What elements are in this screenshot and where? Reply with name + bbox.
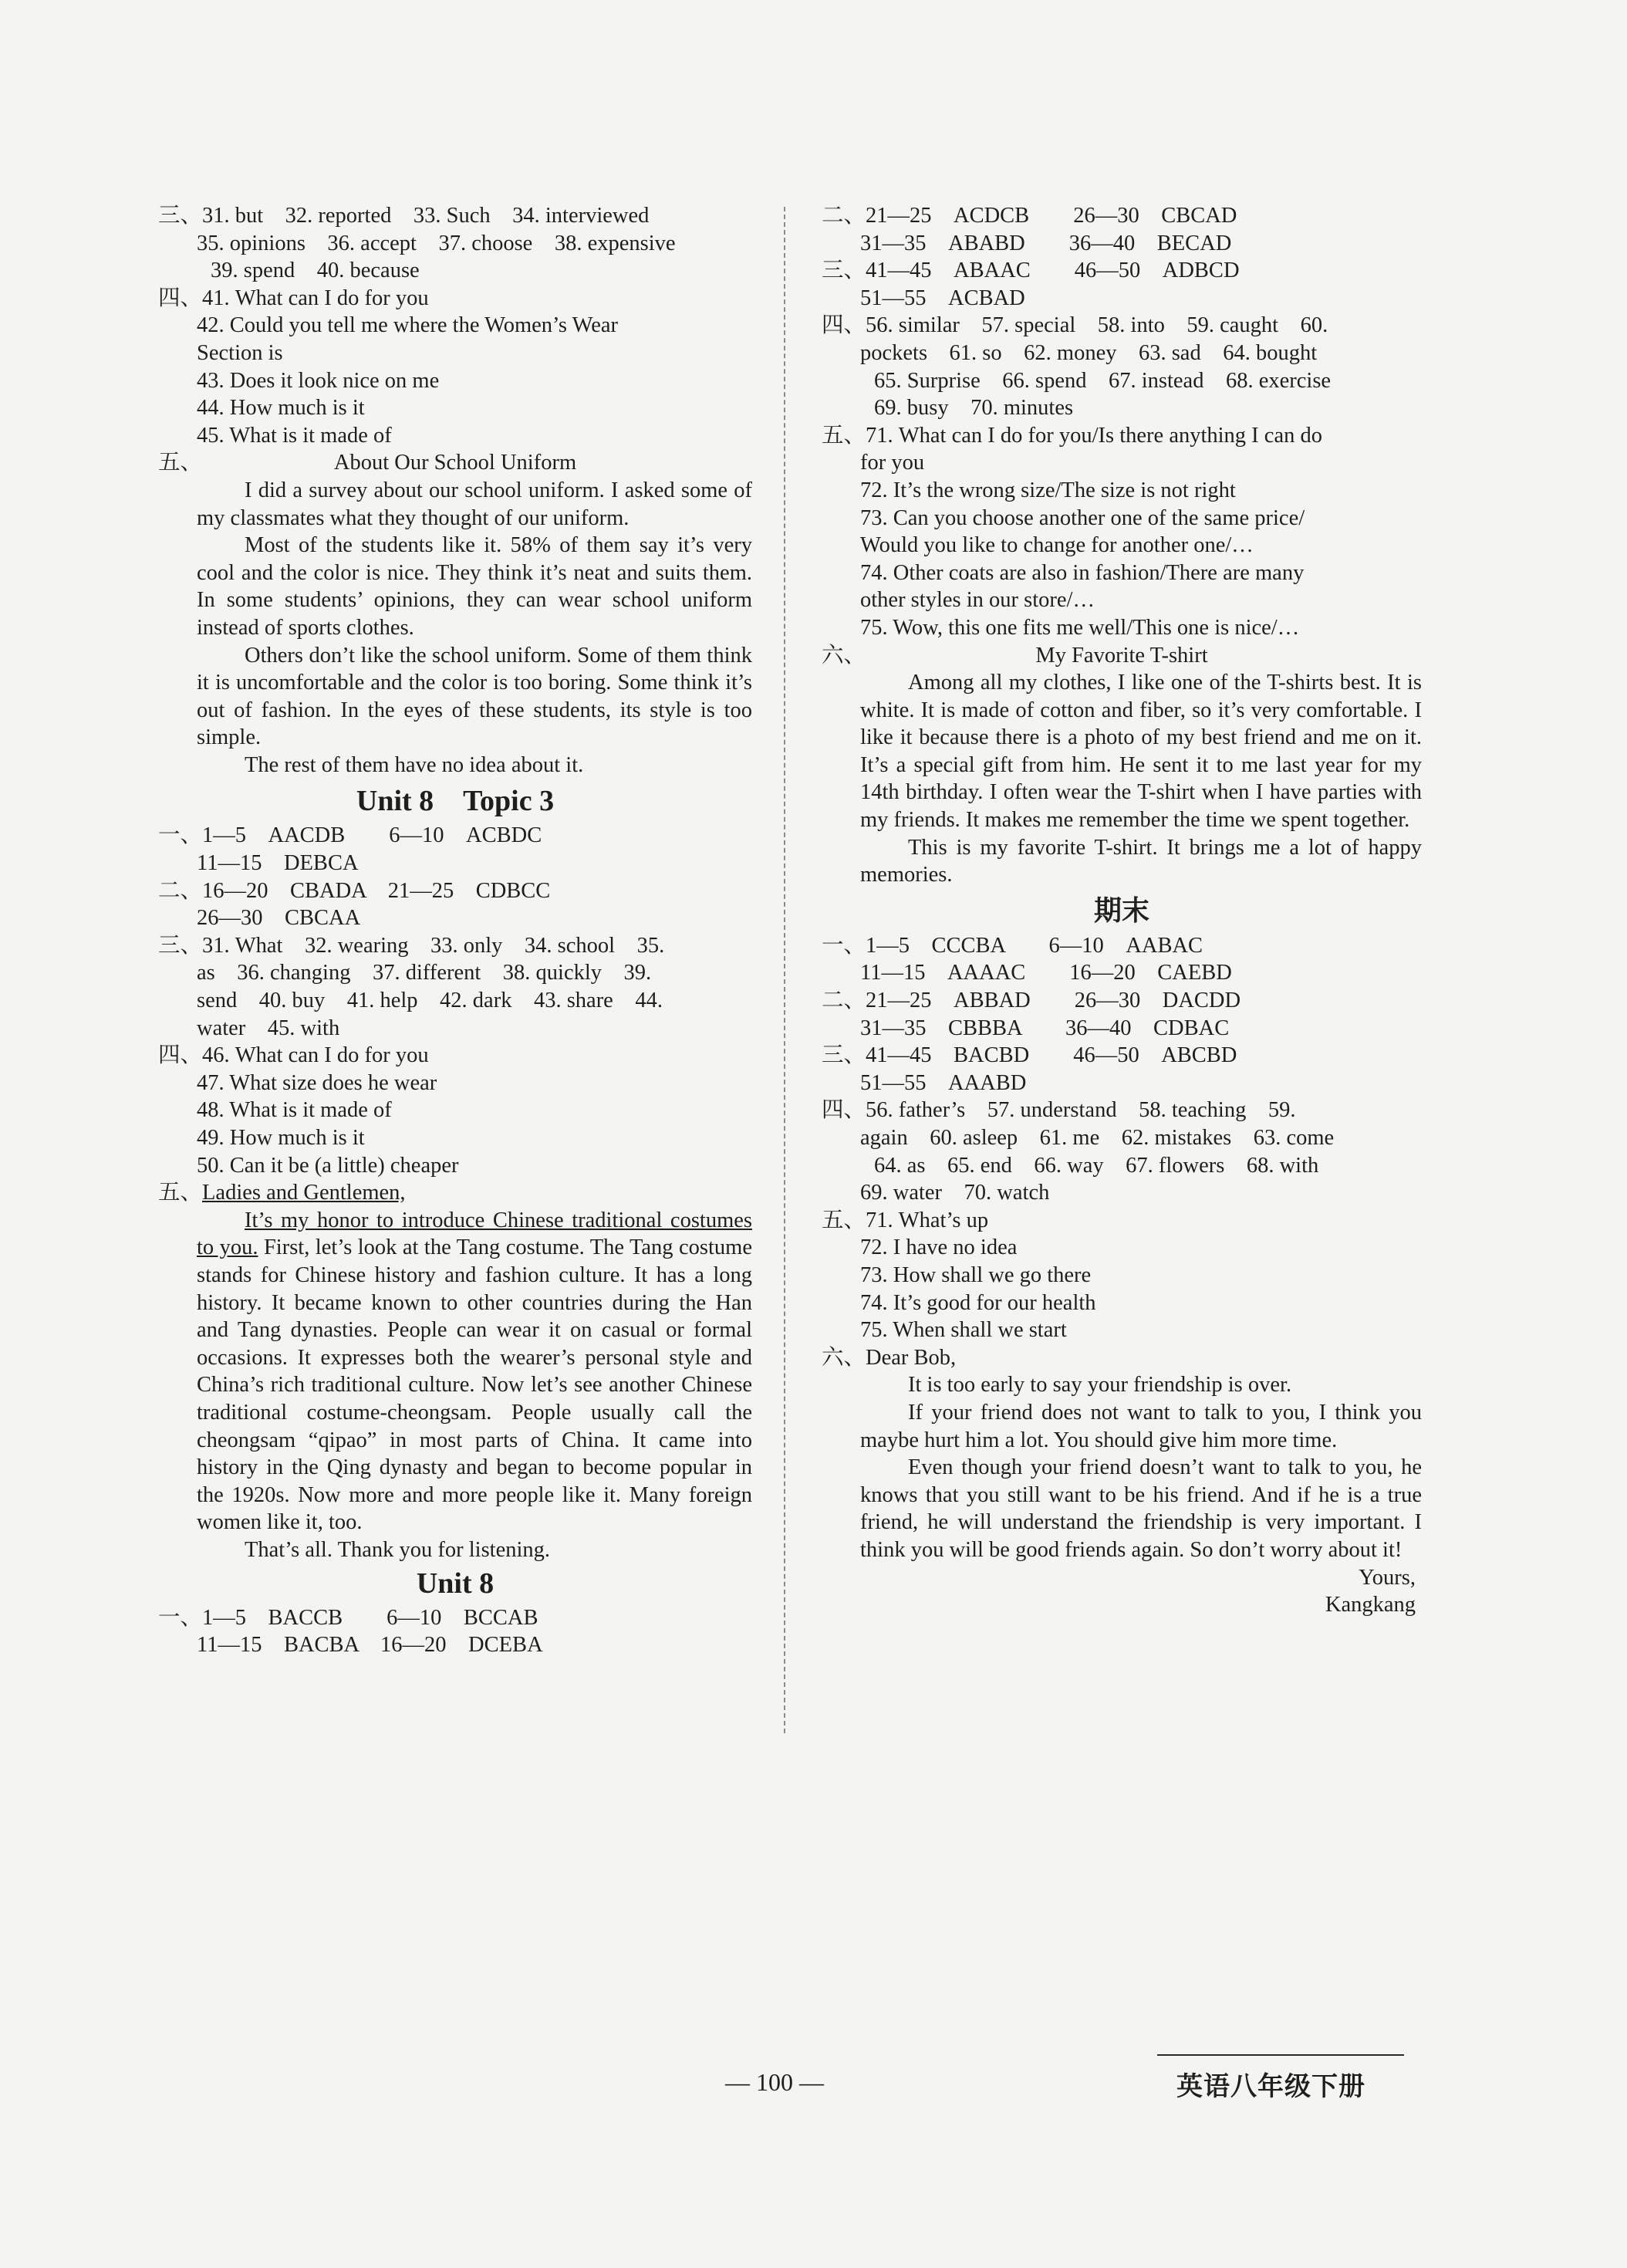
answer-line: 一、1—5 CCCBA 6—10 AABAC — [822, 933, 1203, 958]
essay-paragraph: Most of the students like it. 58% of them say it’s very cool and the color is nice. They think it’s neat and suits them. In some students’ opinions, they can wear school uniform instead of sports clothes. — [197, 533, 752, 640]
section-1-listening — [158, 1604, 752, 1659]
page-number: — 100 — — [725, 2068, 824, 2096]
letter-paragraph: If your friend does not want to talk to you, I think you maybe hurt him a lot. You should give him more time. — [860, 1400, 1422, 1452]
answer-line: other styles in our store/… — [860, 588, 1095, 613]
answer-line: Would you like to change for another one/… — [860, 533, 1254, 558]
answer-line: 三、31. but 32. reported 33. Such 34. interviewed — [158, 204, 650, 228]
section-3-cloze — [822, 1042, 1422, 1097]
answer-line: 四、41. What can I do for you — [158, 286, 429, 310]
answer-line: 73. How shall we go there — [860, 1262, 1092, 1287]
answer-line: 74. It’s good for our health — [860, 1290, 1096, 1315]
letter-signoff: Yours, — [1359, 1565, 1416, 1590]
answer-line: 二、21—25 ABBAD 26—30 DACDD — [822, 989, 1241, 1013]
answer-line: 72. I have no idea — [860, 1235, 1018, 1260]
section-5-dialogue — [822, 1207, 1422, 1344]
answer-line: 31—35 ABABD 36—40 BECAD — [860, 231, 1232, 255]
right-column — [822, 202, 1422, 1619]
speech-text: First, let’s look at the Tang costume. The Tang costume stands for Chinese history and fashion culture. It has a long history. It became known to other countries during the Han and Tang dynasties. People can wear it on casual or formal occasions. It expresses both the wearer’s personal style and China’s rich traditional culture. Now let’s see another Chinese traditional costume-cheongsam. People usually call the cheongsam “qipao” in most parts of China. It came into history in the Qing dynasty and began to become popular in the 1920s. Now more and more people like it. Many foreign women like it, too. — [197, 1235, 752, 1535]
essay-paragraph: Others don’t like the school uniform. Some of them think it is uncomfortable and the color is too boring. Some think it’s out of fashion. In the eyes of these students, its style is too simple. — [197, 643, 752, 750]
section-6-essay — [822, 642, 1422, 889]
answer-line: as 36. changing 37. different 38. quickly 39. — [197, 961, 652, 985]
answer-line: 五、71. What’s up — [822, 1208, 989, 1232]
section-5-dialogue — [822, 422, 1422, 642]
unit-heading: Unit 8 Topic 3 — [356, 785, 555, 818]
answer-line: 三、41—45 BACBD 46—50 ABCBD — [822, 1043, 1237, 1068]
speech-closing: That’s all. Thank you for listening. — [245, 1537, 551, 1562]
unit-heading: Unit 8 — [416, 1567, 495, 1600]
answer-line: 39. spend 40. because — [211, 259, 420, 283]
section-1-listening — [158, 822, 752, 877]
section-1-listening — [822, 932, 1422, 987]
answer-line: 74. Other coats are also in fashion/There are many — [860, 560, 1305, 585]
answer-line: 64. as 65. end 66. way 67. flowers 68. with — [874, 1153, 1319, 1178]
speech-greeting: Ladies and Gentlemen, — [202, 1181, 406, 1205]
answer-line: 75. Wow, this one fits me well/This one is nice/… — [860, 615, 1300, 640]
letter-signature: Kangkang — [1325, 1593, 1416, 1617]
answer-line: 11—15 DEBCA — [197, 851, 359, 876]
answer-line: 49. How much is it — [197, 1126, 365, 1150]
answer-line: 50. Can it be (a little) cheaper — [197, 1153, 459, 1178]
final-exam-heading: 期末 — [1093, 894, 1149, 927]
answer-line: 51—55 AAABD — [860, 1070, 1027, 1095]
essay-title: My Favorite T-shirt — [1035, 643, 1208, 668]
answer-line: water 45. with — [197, 1016, 340, 1040]
section-4-vocab — [822, 1097, 1422, 1206]
answer-line: pockets 61. so 62. money 63. sad 64. bought — [860, 340, 1318, 365]
answer-line: Section is — [197, 340, 283, 365]
section-4-sentences — [158, 285, 752, 450]
section-label: 五、 — [158, 451, 203, 475]
answer-line: 四、56. father’s 57. understand 58. teaching 59. — [822, 1098, 1296, 1123]
essay-paragraph: This is my favorite T-shirt. It brings me a lot of happy memories. — [860, 835, 1422, 887]
answer-line: 四、56. similar 57. special 58. into 59. caught 60. — [822, 313, 1328, 338]
letter-paragraph: Even though your friend doesn’t want to talk to you, he knows that you still want to be his friend. And if he is a true friend, he will understand the friendship is very important. I think you will be good friends again. So don’t worry about it! — [860, 1455, 1422, 1562]
answer-line: 65. Surprise 66. spend 67. instead 68. exercise — [874, 368, 1332, 393]
section-5-essay — [158, 449, 752, 779]
answer-line: 一、1—5 AACDB 6—10 ACBDC — [158, 823, 542, 848]
section-4-vocab — [822, 312, 1422, 421]
answer-line: 75. When shall we start — [860, 1318, 1067, 1343]
left-column — [158, 202, 752, 1659]
answer-line: for you — [860, 451, 925, 475]
footer-rule — [1157, 2054, 1404, 2056]
answer-line: again 60. asleep 61. me 62. mistakes 63. come — [860, 1126, 1335, 1150]
section-4-sentences — [158, 1042, 752, 1179]
answer-line: 73. Can you choose another one of the same price/ — [860, 505, 1305, 530]
answer-line: 45. What is it made of — [197, 423, 392, 448]
answer-line: send 40. buy 41. help 42. dark 43. share 44. — [197, 989, 663, 1013]
answer-line: 11—15 AAAAC 16—20 CAEBD — [860, 961, 1232, 985]
answer-line: 二、21—25 ACDCB 26—30 CBCAD — [822, 204, 1237, 228]
section-2-reading — [822, 987, 1422, 1042]
answer-line: 四、46. What can I do for you — [158, 1043, 429, 1068]
answer-line: 43. Does it look nice on me — [197, 368, 440, 393]
answer-line: 42. Could you tell me where the Women’s Wear — [197, 313, 619, 338]
section-label: 五、 — [158, 1181, 203, 1205]
answer-line: 26—30 CBCAA — [197, 906, 361, 931]
answer-line: 三、41—45 ABAAC 46—50 ADBCD — [822, 259, 1240, 283]
answer-line: 二、16—20 CBADA 21—25 CDBCC — [158, 878, 551, 903]
answer-line: 35. opinions 36. accept 37. choose 38. expensive — [197, 231, 676, 255]
answer-line: 51—55 ACBAD — [860, 286, 1025, 310]
speech-intro: It’s my honor to introduce Chinese traditional costumes to you. — [197, 1208, 752, 1260]
answer-line: 一、1—5 BACCB 6—10 BCCAB — [158, 1605, 538, 1630]
answer-line: 69. water 70. watch — [860, 1181, 1050, 1205]
answer-line: 72. It’s the wrong size/The size is not right — [860, 478, 1236, 502]
book-title: 英语八年级下册 — [1176, 2071, 1365, 2102]
section-3-vocab — [158, 932, 752, 1042]
essay-paragraph: The rest of them have no idea about it. — [245, 752, 584, 777]
essay-paragraph: Among all my clothes, I like one of the T-shirts best. It is white. It is made of cotton and fiber, so it’s very comfortable. I like it because there is a photo of my best friend and me on it. It’s a special gift from him. He sent it to me last year for my 14th birthday. I often wear the T-shirt when I have parties with my friends. It makes me remember the time we spent together. — [860, 671, 1422, 833]
section-2-reading — [822, 202, 1422, 257]
essay-title: About Our School Uniform — [333, 451, 577, 475]
section-6-letter — [822, 1344, 1422, 1619]
column-divider — [784, 207, 785, 1733]
section-label: 六、 — [822, 643, 866, 668]
essay-paragraph: I did a survey about our school uniform. I asked some of my classmates what they thought of our uniform. — [197, 478, 752, 530]
answer-line: 三、31. What 32. wearing 33. only 34. school 35. — [158, 933, 665, 958]
answer-line: 31—35 CBBBA 36—40 CDBAC — [860, 1016, 1230, 1040]
answer-line: 47. What size does he wear — [197, 1070, 437, 1095]
section-3-vocab — [158, 202, 752, 285]
answer-line: 44. How much is it — [197, 396, 365, 421]
letter-greeting: 六、Dear Bob, — [822, 1345, 957, 1370]
answer-line: 五、71. What can I do for you/Is there anything I can do — [822, 423, 1322, 448]
speech-body — [158, 1207, 752, 1536]
answer-line: 69. busy 70. minutes — [874, 396, 1074, 421]
answer-line: 48. What is it made of — [197, 1098, 392, 1123]
answer-line: 11—15 BACBA 16—20 DCEBA — [197, 1633, 543, 1658]
section-3-cloze — [822, 257, 1422, 312]
section-5-speech — [158, 1179, 752, 1563]
letter-paragraph: It is too early to say your friendship is over. — [908, 1373, 1292, 1398]
section-2-reading — [158, 877, 752, 932]
